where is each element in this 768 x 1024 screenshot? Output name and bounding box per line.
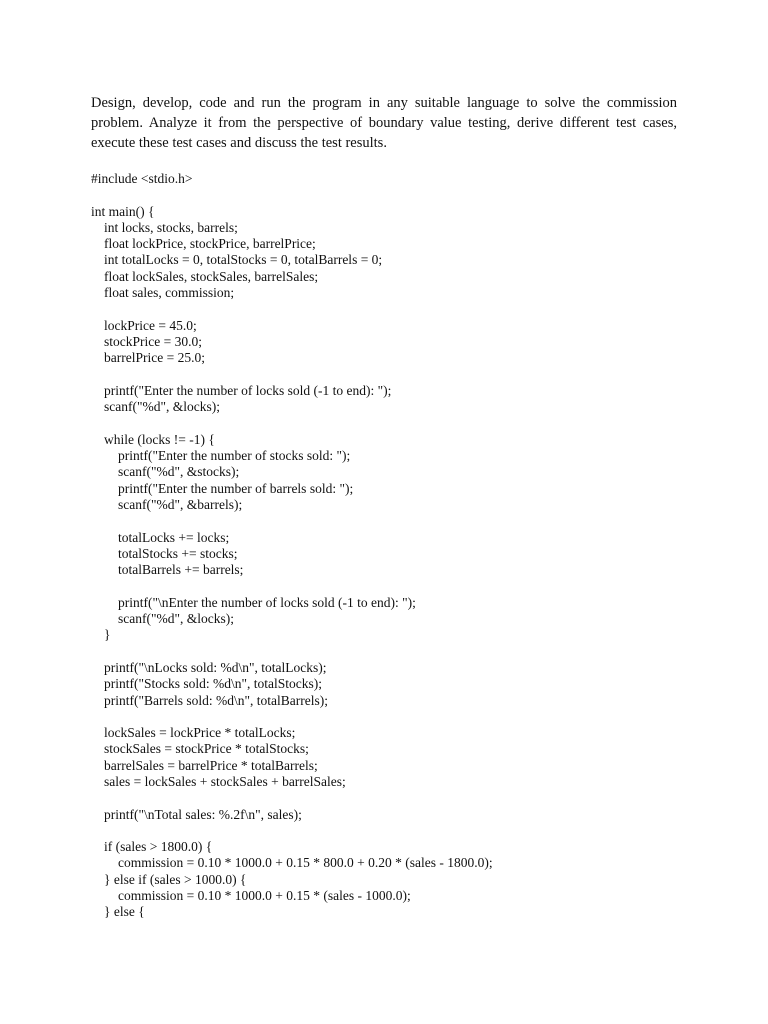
code-line: int main() {	[91, 203, 155, 219]
blank-line	[91, 823, 493, 839]
blank-line	[91, 644, 493, 660]
code-line: lockPrice = 45.0;	[104, 317, 197, 333]
problem-statement: Design, develop, code and run the program in any suitable language to solve the commission problem. Analyze it from the perspective of boundary value testing, derive different test cases, execute these test cases and discuss the test results.	[91, 95, 677, 151]
code-line: #include <stdio.h>	[91, 171, 193, 186]
code-line: lockSales = lockPrice * totalLocks;	[104, 725, 296, 741]
blank-line	[91, 301, 493, 317]
blank-line	[91, 790, 493, 806]
code-listing	[91, 171, 493, 921]
code-line: int totalLocks = 0, totalStocks = 0, totalBarrels = 0;	[104, 252, 383, 268]
code-line: printf("\nTotal sales: %.2f\n", sales);	[104, 806, 302, 822]
code-line: commission = 0.10 * 1000.0 + 0.15 * 800.0 + 0.20 * (sales - 1800.0);	[118, 855, 493, 871]
code-line: } else if (sales > 1000.0) {	[104, 871, 247, 887]
code-line: barrelSales = barrelPrice * totalBarrels;	[104, 757, 318, 773]
code-line: printf("\nLocks sold: %d\n", totalLocks);	[104, 659, 327, 675]
code-line: barrelPrice = 25.0;	[104, 350, 205, 366]
code-line: printf("Enter the number of stocks sold: ");	[118, 448, 351, 464]
blank-line	[91, 187, 493, 203]
code-line: printf("Enter the number of locks sold (-1 to end): ");	[104, 382, 392, 398]
code-line: }	[104, 627, 111, 643]
code-line: float lockSales, stockSales, barrelSales;	[104, 268, 319, 284]
code-line: } else {	[104, 904, 145, 920]
code-line: scanf("%d", &locks);	[118, 611, 234, 627]
code-line: stockSales = stockPrice * totalStocks;	[104, 741, 309, 757]
code-line: printf("Stocks sold: %d\n", totalStocks);	[104, 676, 323, 692]
code-line: while (locks != -1) {	[104, 431, 215, 447]
blank-line	[91, 578, 493, 594]
code-line: float lockPrice, stockPrice, barrelPrice;	[104, 236, 316, 252]
code-line: float sales, commission;	[104, 285, 235, 301]
code-line: printf("\nEnter the number of locks sold (-1 to end): ");	[118, 594, 416, 610]
code-line: printf("Barrels sold: %d\n", totalBarrels);	[104, 692, 328, 708]
blank-line	[91, 367, 493, 383]
code-line: if (sales > 1800.0) {	[104, 839, 213, 855]
blank-line	[91, 709, 493, 725]
code-line: int locks, stocks, barrels;	[104, 219, 238, 235]
code-line: totalBarrels += barrels;	[118, 562, 244, 578]
code-line: stockPrice = 30.0;	[104, 333, 202, 349]
code-line: scanf("%d", &locks);	[104, 399, 220, 415]
code-line: sales = lockSales + stockSales + barrelSales;	[104, 773, 346, 789]
code-line: scanf("%d", &stocks);	[118, 464, 240, 480]
blank-line	[91, 415, 493, 431]
code-line: scanf("%d", &barrels);	[118, 496, 243, 512]
blank-line	[91, 513, 493, 529]
code-line: commission = 0.10 * 1000.0 + 0.15 * (sales - 1000.0);	[118, 888, 411, 904]
code-line: totalLocks += locks;	[118, 529, 230, 545]
code-line: totalStocks += stocks;	[118, 545, 238, 561]
code-line: printf("Enter the number of barrels sold: ");	[118, 480, 354, 496]
